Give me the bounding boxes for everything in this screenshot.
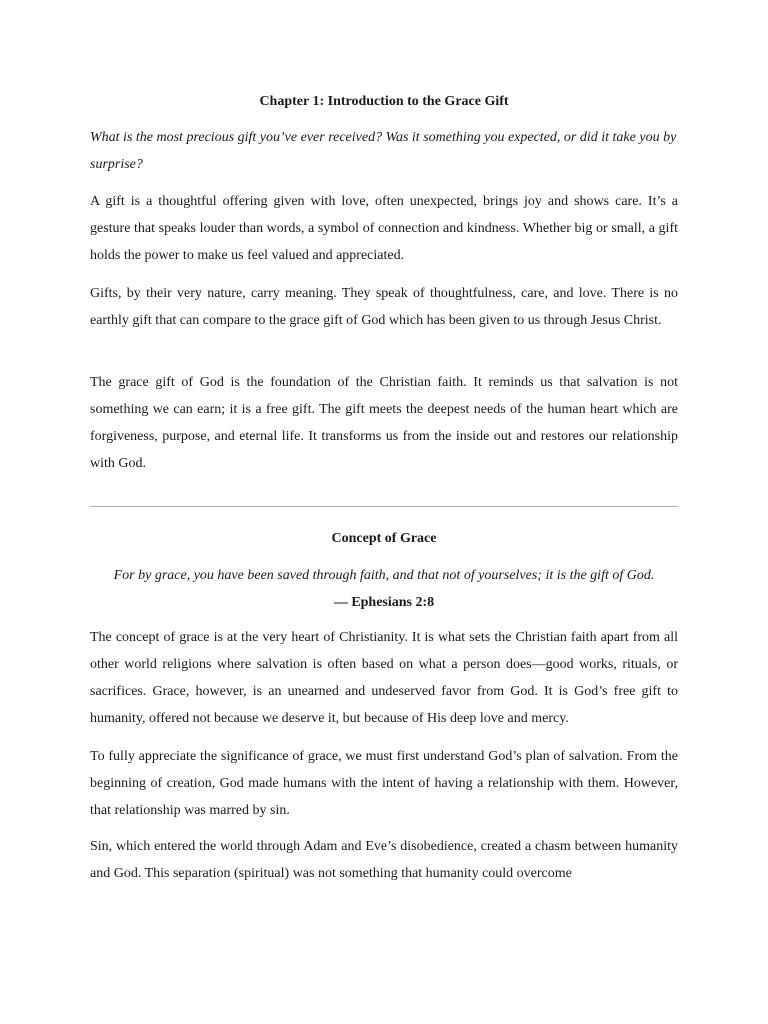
chapter-paragraph-2: Gifts, by their very nature, carry meaning. They speak of thoughtfulness, care, and love. There is no earthly gift that can compare to the grace gift of God which has been given to us through Jesus Christ. [90, 286, 678, 328]
chapter-title: Chapter 1: Introduction to the Grace Gift [259, 94, 509, 109]
chapter-paragraph-3: The grace gift of God is the foundation of the Christian faith. It reminds us that salvation is not something we can earn; it is a free gift. The gift meets the deepest needs of the human heart which are forgiveness, purpose, and eternal life. It transforms us from the inside out and restores our relationship with God. [90, 375, 678, 471]
scripture-quote: For by grace, you have been saved through faith, and that not of yourselves; it is the gift of God. [113, 568, 655, 583]
section-title: Concept of Grace [331, 531, 437, 546]
chapter-paragraph-1: A gift is a thoughtful offering given with love, often unexpected, brings joy and shows care. It’s a gesture that speaks louder than words, a symbol of connection and kindness. Whether big or small, a gift holds the power to make us feel valued and appreciated. [90, 194, 678, 263]
chapter-prompt: What is the most precious gift you’ve ever received? Was it something you expected, or did it take you by surprise? [90, 130, 677, 172]
section-paragraph-3: Sin, which entered the world through Adam and Eve’s disobedience, created a chasm between humanity and God. This separation (spiritual) was not something that humanity could overcome [90, 839, 678, 881]
section-paragraph-1: The concept of grace is at the very heart of Christianity. It is what sets the Christian faith apart from all other world religions where salvation is often based on what a person does—good works, rituals, or sacrifices. Grace, however, is an unearned and undeserved favor from God. It is God’s free gift to humanity, offered not because we deserve it, but because of His deep love and mercy. [90, 630, 678, 726]
scripture-reference: — Ephesians 2:8 [333, 595, 435, 610]
section-divider [90, 506, 678, 507]
section-paragraph-2: To fully appreciate the significance of grace, we must first understand God’s plan of salvation. From the beginning of creation, God made humans with the intent of having a relationship with them. However, that relationship was marred by sin. [90, 749, 678, 818]
